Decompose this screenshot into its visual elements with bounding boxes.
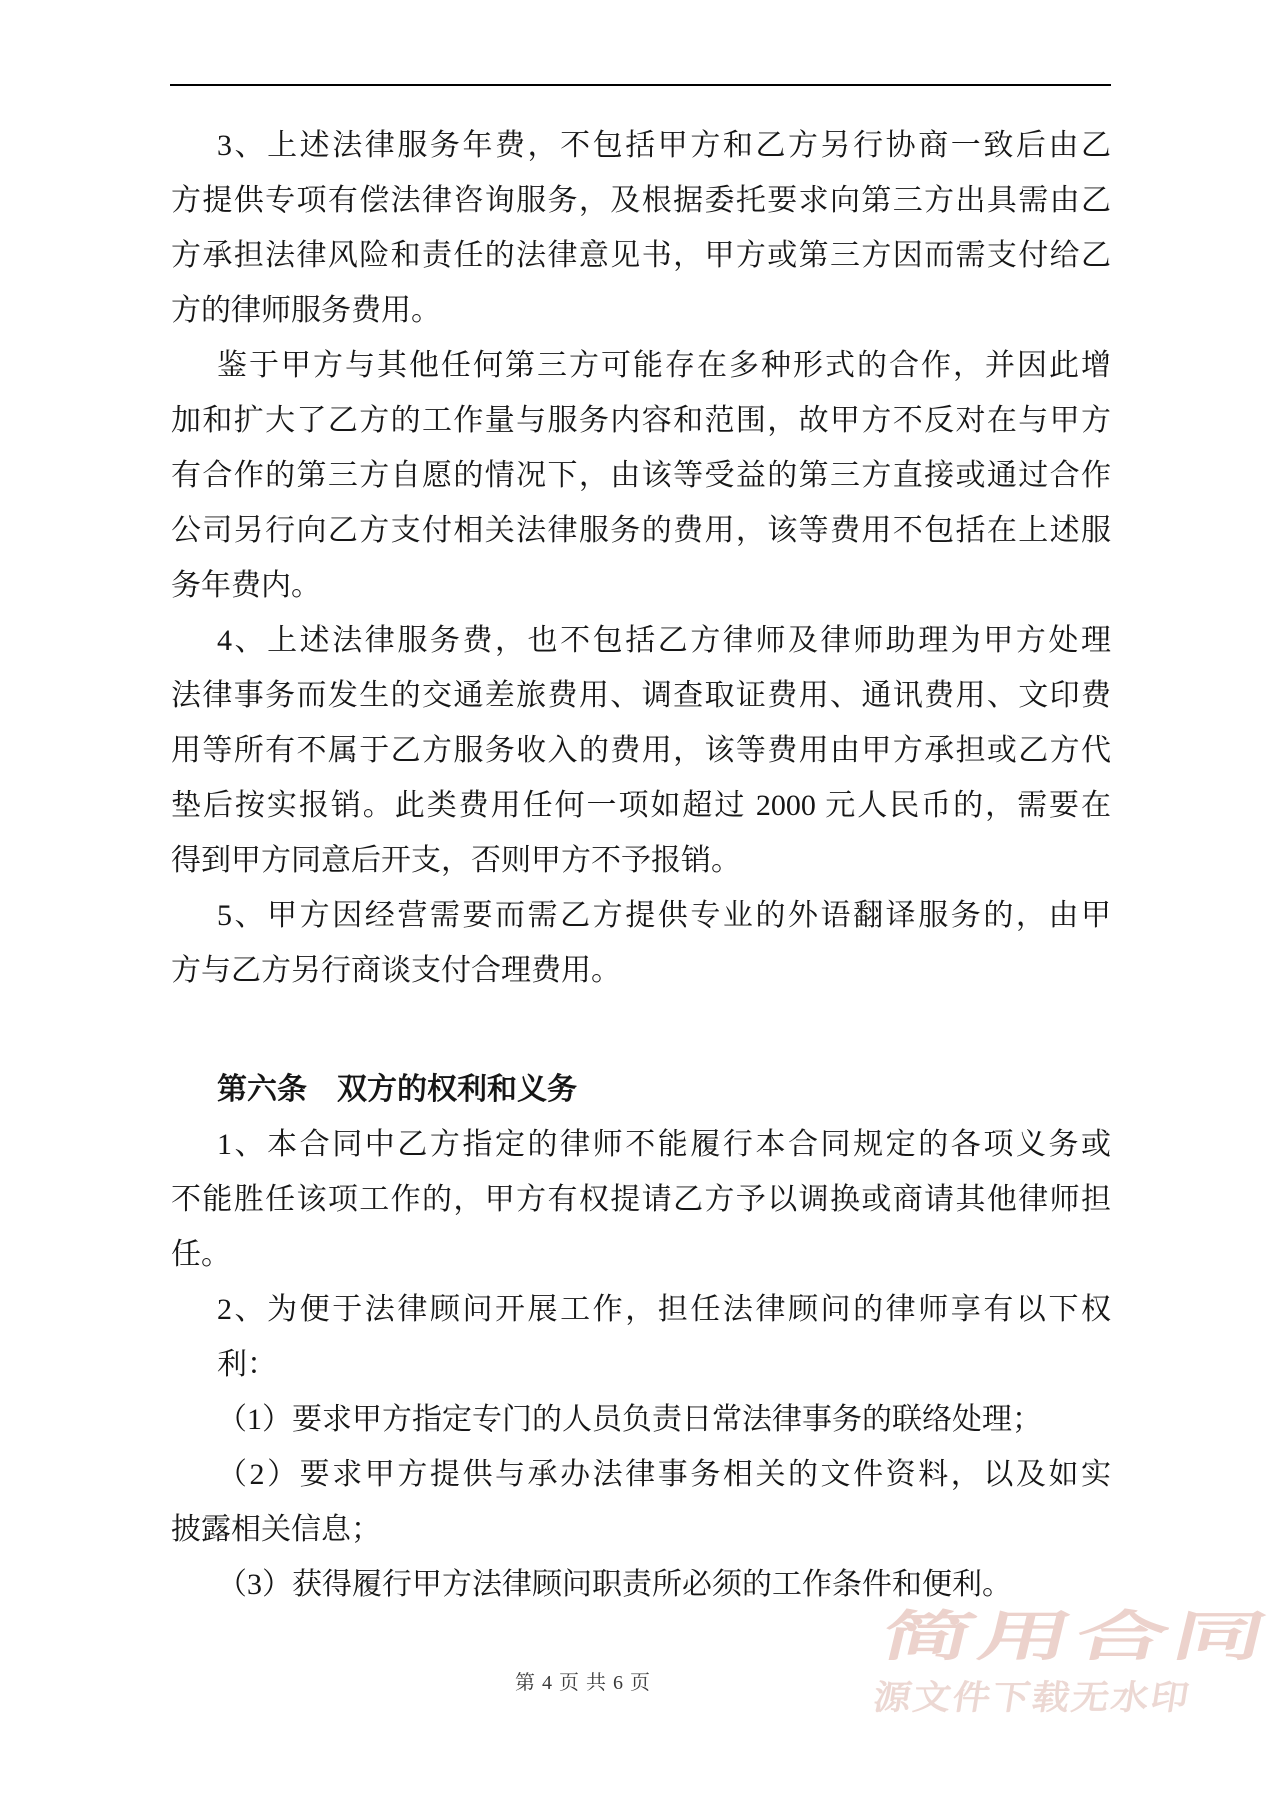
text-line: 得到甲方同意后开支，否则甲方不予报销。: [171, 844, 741, 877]
text-line: 5、甲方因经营需要而需乙方提供专业的外语翻译服务的，由甲: [217, 899, 1111, 932]
text-line: 加和扩大了乙方的工作量与服务内容和范围，故甲方不反对在与甲方: [171, 404, 1111, 437]
text-line: 方承担法律风险和责任的法律意见书，甲方或第三方因而需支付给乙: [171, 239, 1111, 272]
page-number: 第 4 页 共 6 页: [515, 1672, 651, 1694]
text-line: 法律事务而发生的交通差旅费用、调查取证费用、通讯费用、文印费: [171, 679, 1111, 712]
text-line: 1、本合同中乙方指定的律师不能履行本合同规定的各项义务或: [217, 1128, 1111, 1161]
text-line: 方与乙方另行商谈支付合理费用。: [171, 954, 621, 987]
text-line: 有合作的第三方自愿的情况下，由该等受益的第三方直接或通过合作: [171, 459, 1111, 492]
text-line: 不能胜任该项工作的，甲方有权提请乙方予以调换或商请其他律师担: [171, 1183, 1111, 1216]
text-line: 披露相关信息；: [171, 1513, 381, 1546]
text-line: 用等所有不属于乙方服务收入的费用，该等费用由甲方承担或乙方代: [171, 734, 1111, 767]
text-line: 3、上述法律服务年费，不包括甲方和乙方另行协商一致后由乙: [217, 129, 1111, 162]
text-line: 公司另行向乙方支付相关法律服务的费用，该等费用不包括在上述服: [171, 514, 1111, 547]
text-line: 鉴于甲方与其他任何第三方可能存在多种形式的合作，并因此增: [217, 349, 1111, 382]
text-line: 任。: [171, 1238, 231, 1271]
text-line: 垫后按实报销。此类费用任何一项如超过 2000 元人民币的，需要在: [171, 789, 1111, 822]
text-line: 2、为便于法律顾问开展工作，担任法律顾问的律师享有以下权: [217, 1293, 1111, 1326]
watermark-logo: 简用合同: [875, 1607, 1278, 1667]
text-line: （1）要求甲方指定专门的人员负责日常法律事务的联络处理；: [217, 1403, 1042, 1436]
section-heading: 第六条 双方的权利和义务: [217, 1073, 577, 1106]
text-line: 4、上述法律服务费，也不包括乙方律师及律师助理为甲方处理: [217, 624, 1111, 657]
watermark-tagline: 源文件下载无水印: [870, 1679, 1194, 1717]
text-line: 方的律师服务费用。: [171, 294, 441, 327]
text-line: 方提供专项有偿法律咨询服务，及根据委托要求向第三方出具需由乙: [171, 184, 1111, 217]
contract-body: [171, 118, 1111, 1612]
text-line: 务年费内。: [171, 569, 321, 602]
text-line: （3）获得履行甲方法律顾问职责所必须的工作条件和便利。: [217, 1568, 1012, 1601]
text-line: （2）要求甲方提供与承办法律事务相关的文件资料，以及如实: [217, 1458, 1111, 1491]
text-line: 利：: [217, 1348, 277, 1381]
header-rule: [170, 84, 1111, 86]
